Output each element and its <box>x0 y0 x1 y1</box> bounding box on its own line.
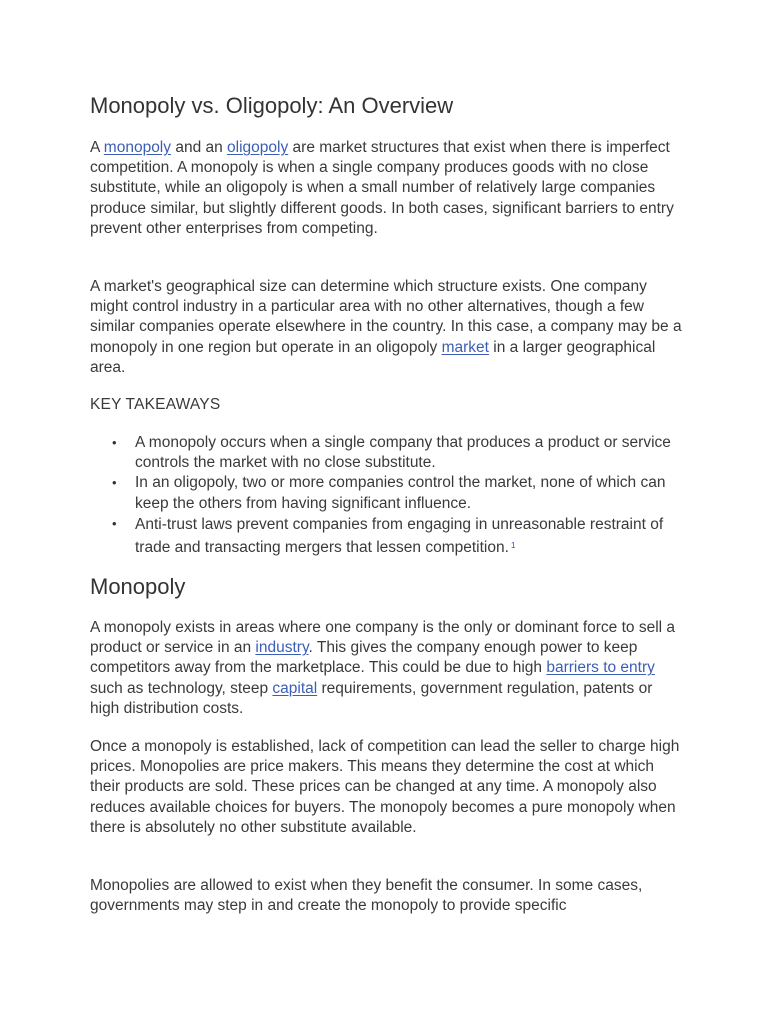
text-run: A <box>90 139 104 156</box>
text-run: A market's geographical size can determine which structure exists. One company might control industry in a particular area with no other alternatives, though a few similar companies operate elsewhere in the country. In this case, a company may be a monopoly in one region but operate in an oligopoly <box>90 278 682 356</box>
text-run: . This gives the company enough power to keep competitors away from the marketplace. This could be due to high <box>90 639 638 677</box>
monopoly-heading: Monopoly <box>90 574 186 599</box>
key-takeaways-label: KEY TAKEAWAYS <box>90 396 221 413</box>
footnote-link[interactable]: 1 <box>510 541 516 551</box>
geography-paragraph <box>90 277 684 378</box>
text-run: are market structures that exist when there is imperfect competition. A monopoly is when a single company produces goods with no close substitute, while an oligopoly is when a small number of relatively large companies produce similar, but slightly different goods. In both cases, significant barriers to entry prevent other enterprises from competing. <box>90 139 674 237</box>
market-link[interactable]: market <box>441 338 489 356</box>
text-run: in a larger geographical area. <box>90 338 656 376</box>
oligopoly-link[interactable]: oligopoly <box>227 139 289 156</box>
text-run: requirements, government regulation, patents or high distribution costs. <box>90 679 653 717</box>
monopoly-pricing-paragraph: Once a monopoly is established, lack of competition can lead the seller to charge high prices. Monopolies are price makers. This means they determine the cost at which their products are sold. These prices can be changed at any time. A monopoly also reduces available choices for buyers. The monopoly becomes a pure monopoly when there is absolutely no other substitute available. <box>90 738 680 836</box>
page-title: Monopoly vs. Oligopoly: An Overview <box>90 93 454 118</box>
bullet-icon: • <box>112 515 117 531</box>
monopoly-benefit-paragraph: Monopolies are allowed to exist when they benefit the consumer. In some cases, governments may step in and create the monopoly to provide specific <box>90 877 643 915</box>
text-run: A monopoly exists in areas where one company is the only or dominant force to sell a product or service in an <box>90 619 676 657</box>
industry-link[interactable]: industry <box>255 639 309 657</box>
bullet-icon: • <box>112 435 117 450</box>
list-item-text: Anti-trust laws prevent companies from engaging in unreasonable restraint of trade and transacting mergers that lessen competition. <box>135 515 664 557</box>
text-run: and an <box>171 139 228 156</box>
monopoly-definition-paragraph <box>90 618 684 719</box>
text-run: such as technology, steep <box>90 679 273 697</box>
list-item-text: A monopoly occurs when a single company that produces a product or service controls the market with no close substitute. <box>135 434 671 472</box>
list-item-text: In an oligopoly, two or more companies control the market, none of which can keep the others from having significant influence. <box>135 474 666 512</box>
list-item <box>90 514 690 559</box>
barriers-to-entry-link[interactable]: barriers to entry <box>546 659 655 677</box>
capital-link[interactable]: capital <box>272 679 318 697</box>
intro-paragraph <box>90 138 684 239</box>
key-takeaways-list <box>90 433 690 559</box>
monopoly-link[interactable]: monopoly <box>103 139 172 156</box>
list-item <box>90 433 690 473</box>
bullet-icon: • <box>112 475 117 491</box>
list-item <box>90 473 690 513</box>
